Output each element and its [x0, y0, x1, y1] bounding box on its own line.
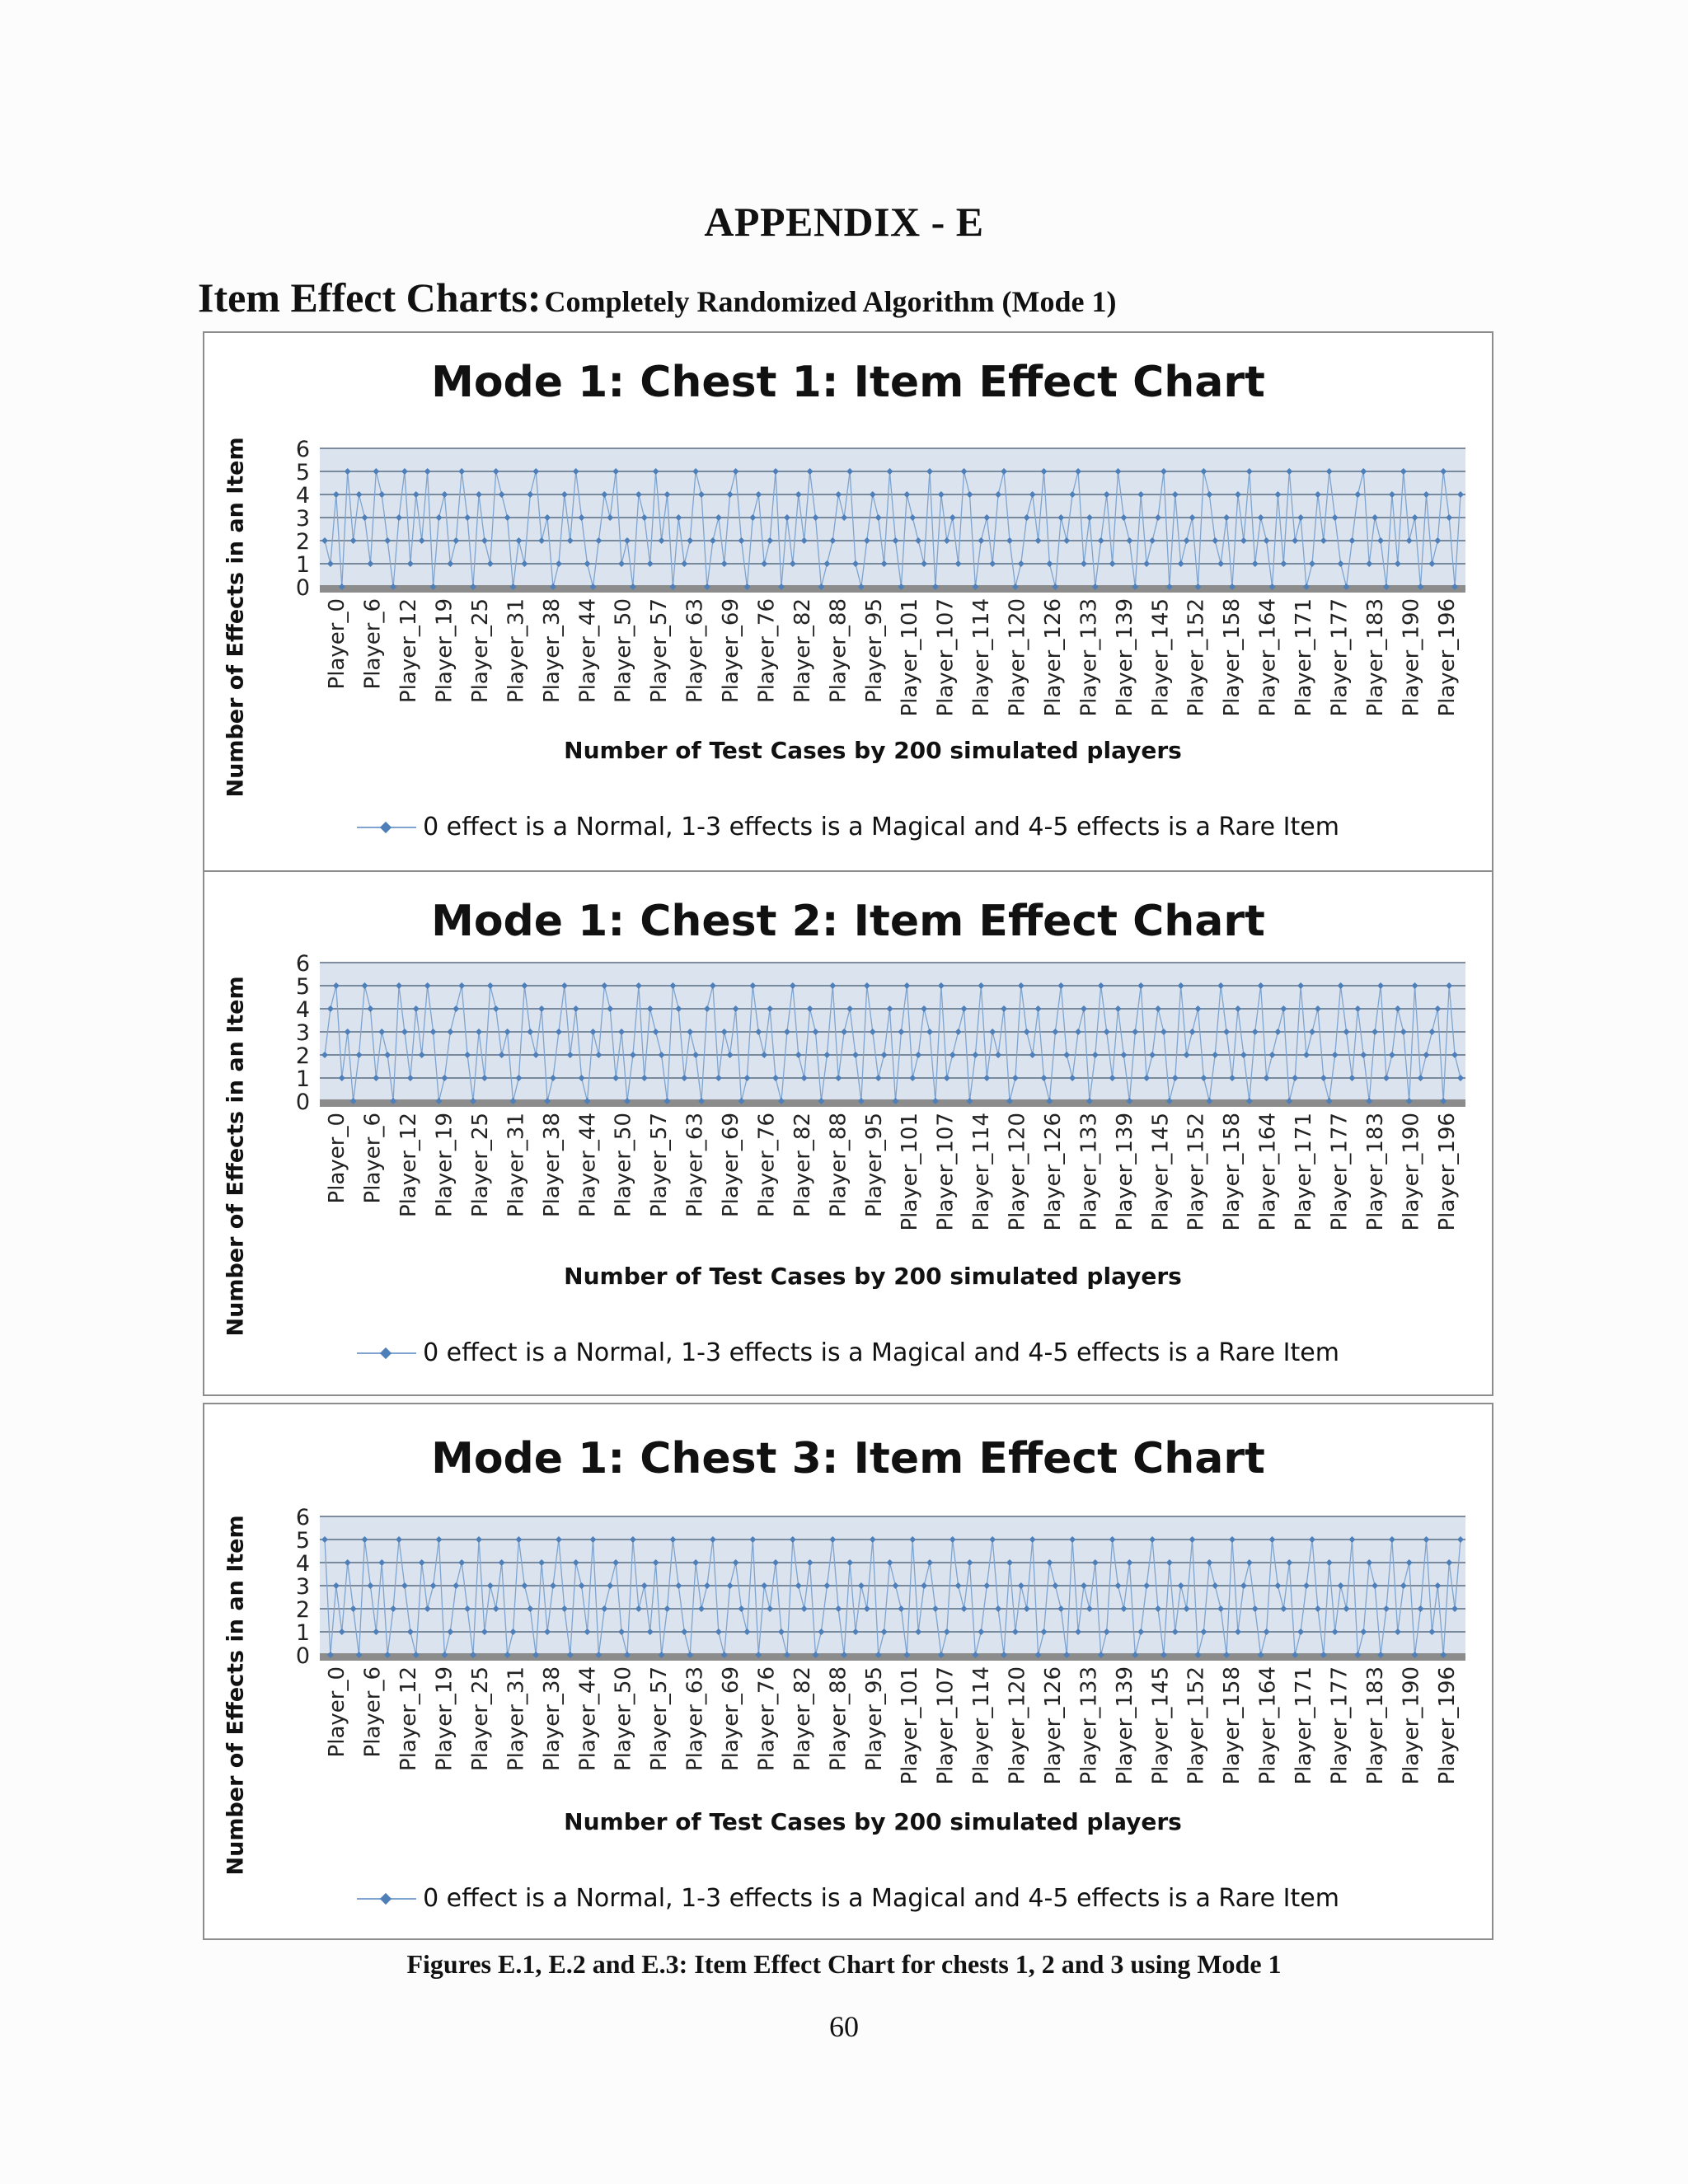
y-tick-label: 4	[295, 483, 310, 509]
section-title-main: Item Effect Charts:	[198, 274, 542, 321]
x-tick-label: Player_177	[1327, 1113, 1353, 1231]
x-tick-label: Player_171	[1292, 598, 1317, 717]
x-tick-label: Player_133	[1076, 1113, 1102, 1231]
x-tick-label: Player_0	[325, 598, 350, 690]
x-tick-label: Player_0	[325, 1666, 350, 1758]
x-tick-label: Player_0	[325, 1113, 350, 1204]
x-tick-label: Player_171	[1292, 1666, 1317, 1785]
y-tick-label: 6	[295, 437, 310, 462]
x-tick-label: Player_158	[1220, 1666, 1245, 1785]
x-axis-label: Number of Test Cases by 200 simulated players	[564, 1808, 1182, 1835]
x-tick-label: Player_190	[1399, 598, 1424, 717]
x-tick-label: Player_126	[1040, 598, 1066, 717]
x-tick-label: Player_63	[682, 1113, 708, 1217]
x-tick-label: Player_76	[754, 1666, 780, 1771]
x-tick-label: Player_25	[467, 1666, 493, 1771]
x-tick-label: Player_183	[1362, 1113, 1388, 1231]
figure-caption: Figures E.1, E.2 and E.3: Item Effect Chart for chests 1, 2 and 3 using Mode 1	[406, 1949, 1282, 1979]
x-tick-label: Player_114	[969, 598, 995, 717]
x-tick-label: Player_95	[861, 1666, 887, 1771]
x-tick-label: Player_6	[360, 1113, 386, 1204]
appendix-heading: APPENDIX - E	[704, 199, 984, 245]
x-tick-label: Player_50	[611, 1666, 636, 1771]
x-tick-label: Player_31	[504, 1113, 529, 1217]
y-tick-label: 5	[295, 460, 310, 485]
y-tick-label: 2	[295, 1043, 310, 1069]
legend-label: 0 effect is a Normal, 1-3 effects is a Magical and 4-5 effects is a Rare Item	[423, 1884, 1339, 1913]
x-tick-label: Player_31	[504, 1666, 529, 1771]
x-tick-label: Player_63	[682, 1666, 708, 1771]
chart-legend	[204, 813, 1492, 841]
x-tick-label: Player_63	[682, 598, 708, 703]
x-tick-label: Player_88	[826, 598, 851, 703]
chart-3-container	[203, 1403, 1493, 1940]
legend-line-marker-icon	[357, 1891, 416, 1907]
y-tick-label: 1	[295, 552, 310, 578]
x-tick-label: Player_145	[1148, 598, 1174, 717]
y-tick-label: 0	[295, 1090, 310, 1115]
x-tick-label: Player_82	[790, 1113, 815, 1217]
x-tick-label: Player_69	[719, 1113, 744, 1217]
x-tick-label: Player_44	[575, 1113, 601, 1217]
chart-legend	[204, 1338, 1492, 1367]
y-tick-label: 1	[295, 1066, 310, 1092]
chart-plot-svg	[204, 872, 1492, 1394]
section-heading	[198, 274, 1116, 321]
x-tick-label: Player_196	[1434, 598, 1460, 717]
x-tick-label: Player_177	[1327, 598, 1353, 717]
x-tick-label: Player_120	[1005, 1113, 1030, 1231]
x-tick-label: Player_76	[754, 598, 780, 703]
x-tick-label: Player_114	[969, 1666, 995, 1785]
x-tick-label: Player_183	[1362, 598, 1388, 717]
x-tick-label: Player_164	[1255, 598, 1281, 717]
x-tick-label: Player_38	[539, 1113, 565, 1217]
y-tick-label: 0	[295, 575, 310, 601]
x-tick-label: Player_158	[1220, 598, 1245, 717]
x-tick-label: Player_139	[1112, 598, 1137, 717]
x-tick-label: Player_12	[396, 598, 422, 703]
y-tick-label: 6	[295, 951, 310, 977]
y-tick-label: 2	[295, 529, 310, 555]
chart-1-container	[203, 331, 1493, 872]
x-tick-label: Player_126	[1040, 1113, 1066, 1231]
legend-line-marker-icon	[357, 1345, 416, 1361]
x-tick-label: Player_145	[1148, 1666, 1174, 1785]
x-tick-label: Player_101	[898, 1113, 923, 1231]
x-tick-label: Player_139	[1112, 1113, 1137, 1231]
x-tick-label: Player_196	[1434, 1666, 1460, 1785]
x-tick-label: Player_38	[539, 1666, 565, 1771]
x-tick-label: Player_44	[575, 598, 601, 703]
x-tick-label: Player_6	[360, 1666, 386, 1758]
legend-line-marker-icon	[357, 819, 416, 836]
x-axis-label: Number of Test Cases by 200 simulated players	[564, 1263, 1182, 1290]
x-tick-label: Player_88	[826, 1666, 851, 1771]
y-tick-label: 5	[295, 974, 310, 1000]
y-tick-label: 1	[295, 1620, 310, 1646]
x-tick-label: Player_76	[754, 1113, 780, 1217]
x-tick-label: Player_126	[1040, 1666, 1066, 1785]
y-tick-label: 5	[295, 1528, 310, 1554]
chart-title: Mode 1: Chest 2: Item Effect Chart	[431, 897, 1265, 946]
x-tick-label: Player_164	[1255, 1666, 1281, 1785]
x-tick-label: Player_50	[611, 598, 636, 703]
x-tick-label: Player_19	[432, 1113, 457, 1217]
x-tick-label: Player_145	[1148, 1113, 1174, 1231]
chart-legend	[204, 1884, 1492, 1913]
x-tick-label: Player_19	[432, 598, 457, 703]
x-tick-label: Player_101	[898, 598, 923, 717]
y-tick-label: 4	[295, 1551, 310, 1577]
x-tick-label: Player_152	[1184, 1666, 1209, 1785]
x-axis-line	[320, 585, 1465, 593]
chart-title: Mode 1: Chest 3: Item Effect Chart	[431, 1434, 1265, 1483]
x-tick-label: Player_31	[504, 598, 529, 703]
x-tick-label: Player_25	[467, 598, 493, 703]
x-tick-label: Player_158	[1220, 1113, 1245, 1231]
y-tick-label: 6	[295, 1505, 310, 1530]
x-tick-label: Player_6	[360, 598, 386, 690]
x-tick-label: Player_25	[467, 1113, 493, 1217]
x-tick-label: Player_57	[647, 1666, 673, 1771]
x-tick-label: Player_57	[647, 598, 673, 703]
y-axis-label: Number of Effects in an Item	[223, 976, 249, 1337]
y-tick-label: 3	[295, 506, 310, 532]
x-tick-label: Player_107	[933, 1666, 959, 1785]
page-number: 60	[829, 2010, 859, 2043]
x-tick-label: Player_152	[1184, 598, 1209, 717]
x-tick-label: Player_177	[1327, 1666, 1353, 1785]
x-tick-label: Player_190	[1399, 1666, 1424, 1785]
x-tick-label: Player_50	[611, 1113, 636, 1217]
chart-plot-svg	[204, 333, 1492, 870]
y-tick-label: 3	[295, 1574, 310, 1600]
x-axis-label: Number of Test Cases by 200 simulated players	[564, 737, 1182, 764]
x-tick-label: Player_38	[539, 598, 565, 703]
x-tick-label: Player_164	[1255, 1113, 1281, 1231]
x-tick-label: Player_44	[575, 1666, 601, 1771]
x-tick-label: Player_120	[1005, 598, 1030, 717]
x-tick-label: Player_183	[1362, 1666, 1388, 1785]
x-tick-label: Player_88	[826, 1113, 851, 1217]
y-tick-label: 0	[295, 1643, 310, 1669]
chart-title: Mode 1: Chest 1: Item Effect Chart	[431, 358, 1265, 407]
y-tick-label: 2	[295, 1597, 310, 1623]
x-tick-label: Player_69	[719, 598, 744, 703]
x-tick-label: Player_101	[898, 1666, 923, 1785]
x-tick-label: Player_152	[1184, 1113, 1209, 1231]
y-tick-label: 3	[295, 1020, 310, 1046]
x-tick-label: Player_107	[933, 598, 959, 717]
x-tick-label: Player_114	[969, 1113, 995, 1231]
y-tick-label: 4	[295, 997, 310, 1023]
x-tick-label: Player_69	[719, 1666, 744, 1771]
legend-label: 0 effect is a Normal, 1-3 effects is a Magical and 4-5 effects is a Rare Item	[423, 813, 1339, 841]
y-axis-label: Number of Effects in an Item	[223, 1515, 249, 1876]
x-tick-label: Player_19	[432, 1666, 457, 1771]
x-tick-label: Player_57	[647, 1113, 673, 1217]
legend-label: 0 effect is a Normal, 1-3 effects is a Magical and 4-5 effects is a Rare Item	[423, 1338, 1339, 1367]
x-tick-label: Player_95	[861, 1113, 887, 1217]
x-tick-label: Player_12	[396, 1113, 422, 1217]
chart-plot-svg	[204, 1404, 1492, 1938]
x-tick-label: Player_171	[1292, 1113, 1317, 1231]
x-tick-label: Player_139	[1112, 1666, 1137, 1785]
x-tick-label: Player_107	[933, 1113, 959, 1231]
x-tick-label: Player_133	[1076, 598, 1102, 717]
x-tick-label: Player_190	[1399, 1113, 1424, 1231]
x-tick-label: Player_82	[790, 598, 815, 703]
x-tick-label: Player_196	[1434, 1113, 1460, 1231]
x-tick-label: Player_82	[790, 1666, 815, 1771]
x-tick-label: Player_133	[1076, 1666, 1102, 1785]
x-axis-line	[320, 1099, 1465, 1107]
section-title-sub: Completely Randomized Algorithm (Mode 1)	[544, 285, 1117, 318]
x-tick-label: Player_120	[1005, 1666, 1030, 1785]
x-tick-label: Player_12	[396, 1666, 422, 1771]
y-axis-label: Number of Effects in an Item	[223, 437, 249, 798]
chart-2-container	[203, 870, 1493, 1396]
x-tick-label: Player_95	[861, 598, 887, 703]
